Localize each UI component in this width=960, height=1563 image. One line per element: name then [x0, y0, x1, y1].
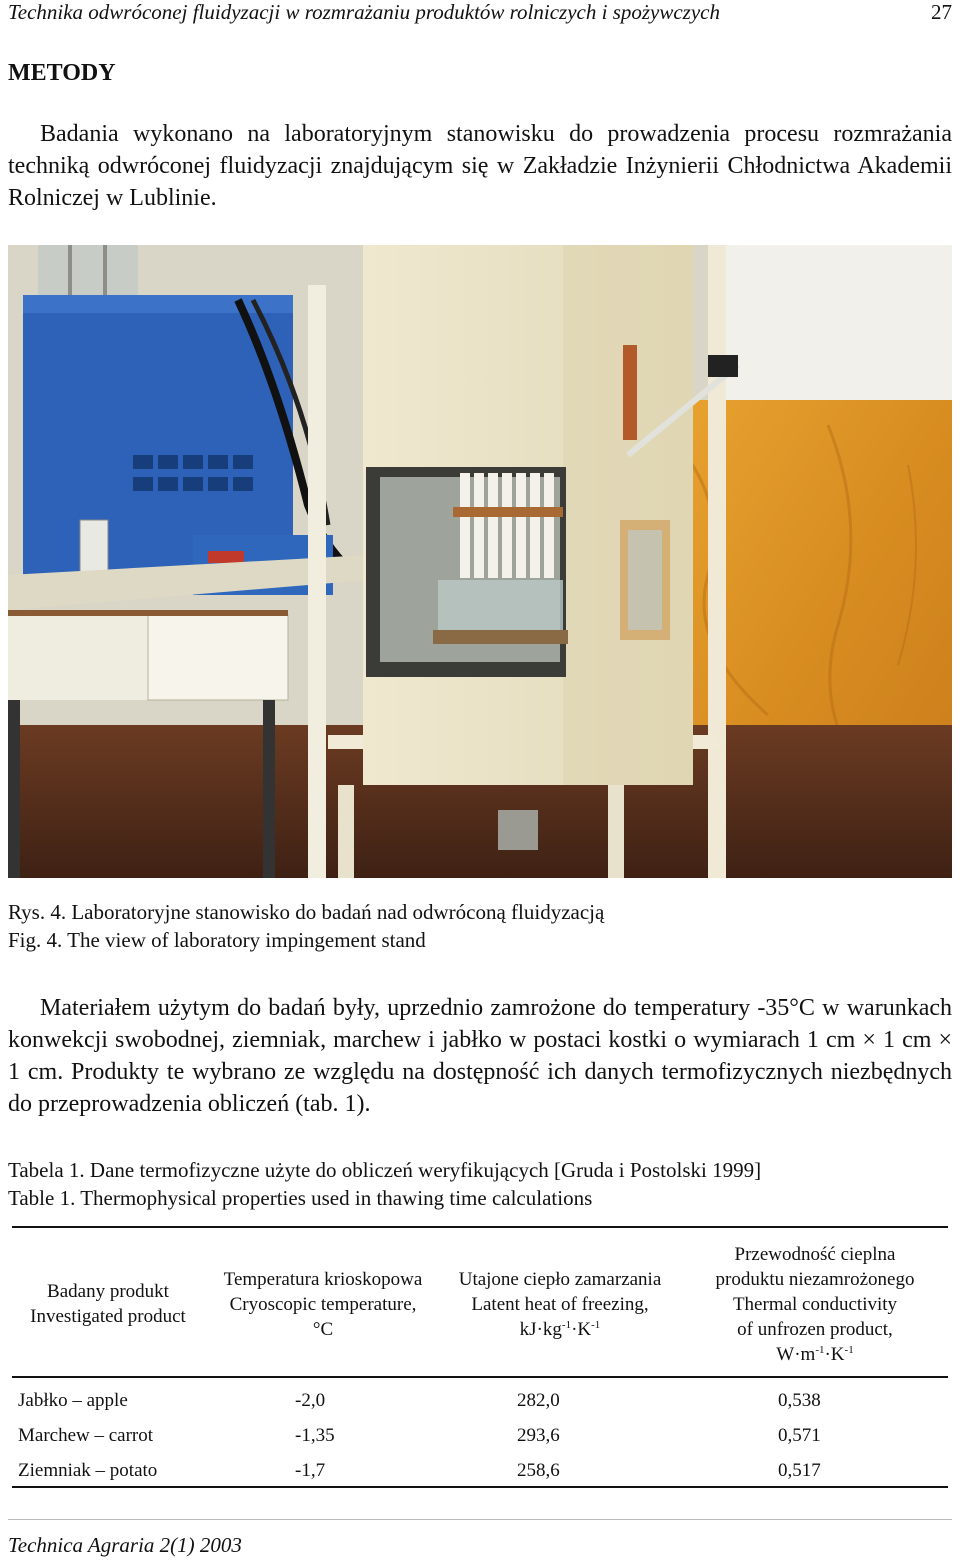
header-cond-pl1: Przewodność cieplna	[734, 1244, 896, 1265]
header-product-pl: Badany produkt	[47, 1281, 169, 1302]
header-cond-unit	[690, 1342, 940, 1367]
cell-latent: 293,6	[517, 1425, 560, 1446]
table-header-rule	[12, 1376, 948, 1378]
materials-text-2: . Produkty te wybrano ze względu na dostępność ich danych termofizycznych niezbędnych do przeprowadzenia obliczeń (tab. 1).	[8, 1059, 952, 1117]
unit-exponent: -1	[815, 1344, 825, 1356]
header-cond-en2: of unfrozen product,	[737, 1319, 893, 1340]
header-temp-unit: °C	[312, 1319, 334, 1340]
dimension-1: 1 cm	[806, 1027, 856, 1053]
unit-part: ·K	[824, 1344, 845, 1365]
page-number: 27	[931, 0, 952, 24]
cell-conductivity: 0,538	[778, 1390, 821, 1411]
dimension-2: 1 cm	[883, 1027, 932, 1053]
times-sign: ×	[862, 1027, 876, 1053]
cell-conductivity: 0,517	[778, 1460, 821, 1481]
cell-latent: 258,6	[517, 1460, 560, 1481]
table-caption-en: Table 1. Thermophysical properties used in thawing time calculations	[8, 1186, 593, 1210]
table-row	[0, 1423, 960, 1448]
cell-temp: -2,0	[295, 1390, 326, 1411]
cell-product: Ziemniak – potato	[18, 1460, 158, 1481]
header-product	[12, 1279, 204, 1329]
table-row	[0, 1458, 960, 1483]
header-latent-unit	[440, 1317, 680, 1342]
materials-paragraph	[8, 992, 952, 1120]
table-row	[0, 1388, 960, 1413]
header-cond-en1: Thermal conductivity	[732, 1294, 898, 1315]
unit-exponent: -1	[844, 1344, 854, 1356]
unit-part: kJ·kg	[519, 1319, 562, 1340]
header-latent-en: Latent heat of freezing,	[471, 1294, 649, 1315]
header-latent-heat	[440, 1267, 680, 1342]
cell-product: Marchew – carrot	[18, 1425, 154, 1446]
cell-temp: -1,35	[295, 1425, 335, 1446]
journal-footer: Technica Agraria 2(1) 2003	[8, 1533, 242, 1557]
header-latent-pl: Utajone ciepło zamarzania	[458, 1269, 662, 1290]
footer-rule	[8, 1519, 952, 1520]
unit-exponent: -1	[561, 1319, 572, 1331]
unit-part: W·m	[776, 1344, 816, 1365]
laboratory-stand-photo	[8, 245, 952, 878]
cell-conductivity: 0,571	[778, 1425, 821, 1446]
times-sign: ×	[938, 1027, 953, 1053]
running-title: Technika odwróconej fluidyzacji w rozmrażaniu produktów rolniczych i spożywczych	[8, 0, 721, 24]
header-cond-pl2: produktu niezamrożonego	[715, 1269, 915, 1290]
header-cryoscopic-temp	[206, 1267, 440, 1342]
cell-product: Jabłko – apple	[18, 1390, 128, 1411]
figure-caption-en: Fig. 4. The view of laboratory impingement stand	[8, 928, 426, 952]
table-bottom-rule	[12, 1486, 948, 1488]
materials-text-1: Materiałem użytym do badań były, uprzednio zamrożone do temperatury -35°C w warunkach konwekcji swobodnej, ziemniak, marchew i jabłko w postaci kostki o wymiarach	[8, 995, 952, 1053]
cell-temp: -1,7	[295, 1460, 326, 1481]
header-conductivity	[690, 1242, 940, 1367]
dimension-3: 1 cm	[8, 1059, 58, 1085]
header-product-en: Investigated product	[30, 1306, 186, 1327]
cell-latent: 282,0	[517, 1390, 560, 1411]
header-temp-pl: Temperatura krioskopowa	[223, 1269, 423, 1290]
methods-paragraph: Badania wykonano na laboratoryjnym stanowisku do prowadzenia procesu rozmrażania techniką odwróconej fluidyzacji znajdującym się w Zakładzie Inżynierii Chłodnictwa Akademii Rolniczej w Lublinie.	[8, 121, 952, 211]
table-caption-pl: Tabela 1. Dane termofizyczne użyte do obliczeń weryfikujących [Gruda i Postolski 1999]	[8, 1158, 762, 1182]
unit-exponent: -1	[591, 1319, 601, 1331]
section-heading: METODY	[8, 60, 116, 86]
unit-part: ·K	[571, 1319, 592, 1340]
header-temp-en: Cryoscopic temperature,	[229, 1294, 417, 1315]
table-top-rule	[12, 1226, 948, 1228]
figure-caption-pl: Rys. 4. Laboratoryjne stanowisko do badań nad odwróconą fluidyzacją	[8, 900, 605, 924]
